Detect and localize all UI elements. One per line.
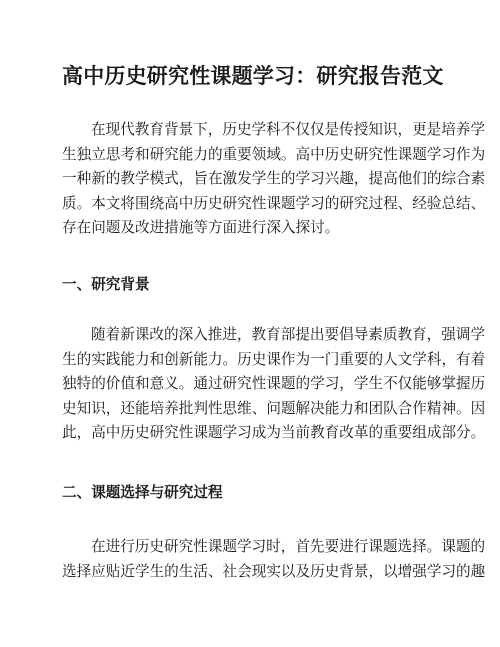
- paragraph-line: 生独立思考和研究能力的重要领域。高中历史研究性课题学习作为: [62, 145, 486, 163]
- paragraph-line: 选择应贴近学生的生活、社会现实以及历史背景，以增强学习的趣: [62, 562, 486, 580]
- document-title: 高中历史研究性课题学习：研究报告范文: [62, 64, 444, 88]
- paragraph-line: 存在问题及改进措施等方面进行深入探讨。: [62, 219, 340, 237]
- paragraph-line: 一种新的教学模式，旨在激发学生的学习兴趣，提高他们的综合素: [62, 170, 486, 188]
- section-heading-topic-selection: 二、课题选择与研究过程: [62, 484, 223, 501]
- section-heading-background: 一、研究背景: [62, 276, 150, 293]
- background-paragraph: [62, 323, 486, 446]
- paragraph-line: 在现代教育背景下，历史学科不仅仅是传授知识，更是培养学: [91, 121, 486, 138]
- paragraph-line: 独特的价值和意义。通过研究性课题的学习，学生不仅能够掌握历: [62, 375, 486, 393]
- paragraph-line: 此，高中历史研究性课题学习成为当前教育改革的重要组成部分。: [62, 424, 486, 442]
- paragraph-line: 质。本文将围绕高中历史研究性课题学习的研究过程、经验总结、: [62, 194, 486, 212]
- paragraph-line: 在进行历史研究性课题学习时，首先要进行课题选择。课题的: [91, 538, 486, 555]
- topic-selection-paragraph: [62, 535, 486, 584]
- paragraph-line: 随着新课改的深入推进，教育部提出要倡导素质教育，强调学: [91, 326, 486, 343]
- paragraph-line: 生的实践能力和创新能力。历史课作为一门重要的人文学科，有着: [62, 350, 486, 368]
- intro-paragraph: [62, 118, 486, 241]
- paragraph-line: 史知识，还能培养批判性思维、问题解决能力和团队合作精神。因: [62, 399, 486, 417]
